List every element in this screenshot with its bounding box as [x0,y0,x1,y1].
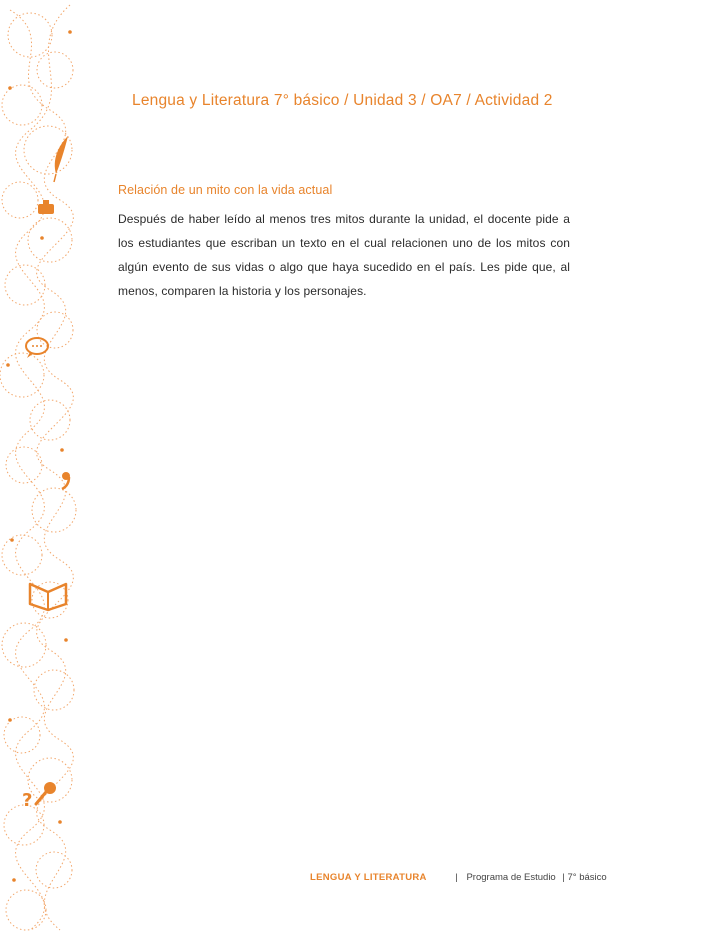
inkwell-icon [38,200,54,214]
footer-grade: | 7° básico [562,872,607,883]
svg-text:?: ? [22,790,33,811]
footer [310,872,607,883]
microphone-icon [36,782,56,804]
comma-icon [62,472,70,489]
activity-heading: Relación de un mito con la vida actual [118,183,333,197]
page-title: Lengua y Literatura 7° básico / Unidad 3 / OA7 / Actividad 2 [132,92,553,109]
open-book-icon [30,584,66,610]
question-mark-icon [22,790,32,811]
quill-icon [54,136,68,182]
footer-subject: LENGUA Y LITERATURA [310,872,427,883]
activity-description: Después de haber leído al menos tres mitos durante la unidad, el docente pide a los estudiantes que escriban un texto en el cual relacionen uno de los mitos con algún evento de sus vidas o algo que haya sucedido en el país. Les pide que, al menos, comparen la historia y los personajes. [118,212,570,298]
decorative-margin-border [0,0,90,932]
speech-bubble-icon [26,338,48,358]
footer-separator: | [455,872,458,883]
footer-program: Programa de Estudio [466,872,556,883]
